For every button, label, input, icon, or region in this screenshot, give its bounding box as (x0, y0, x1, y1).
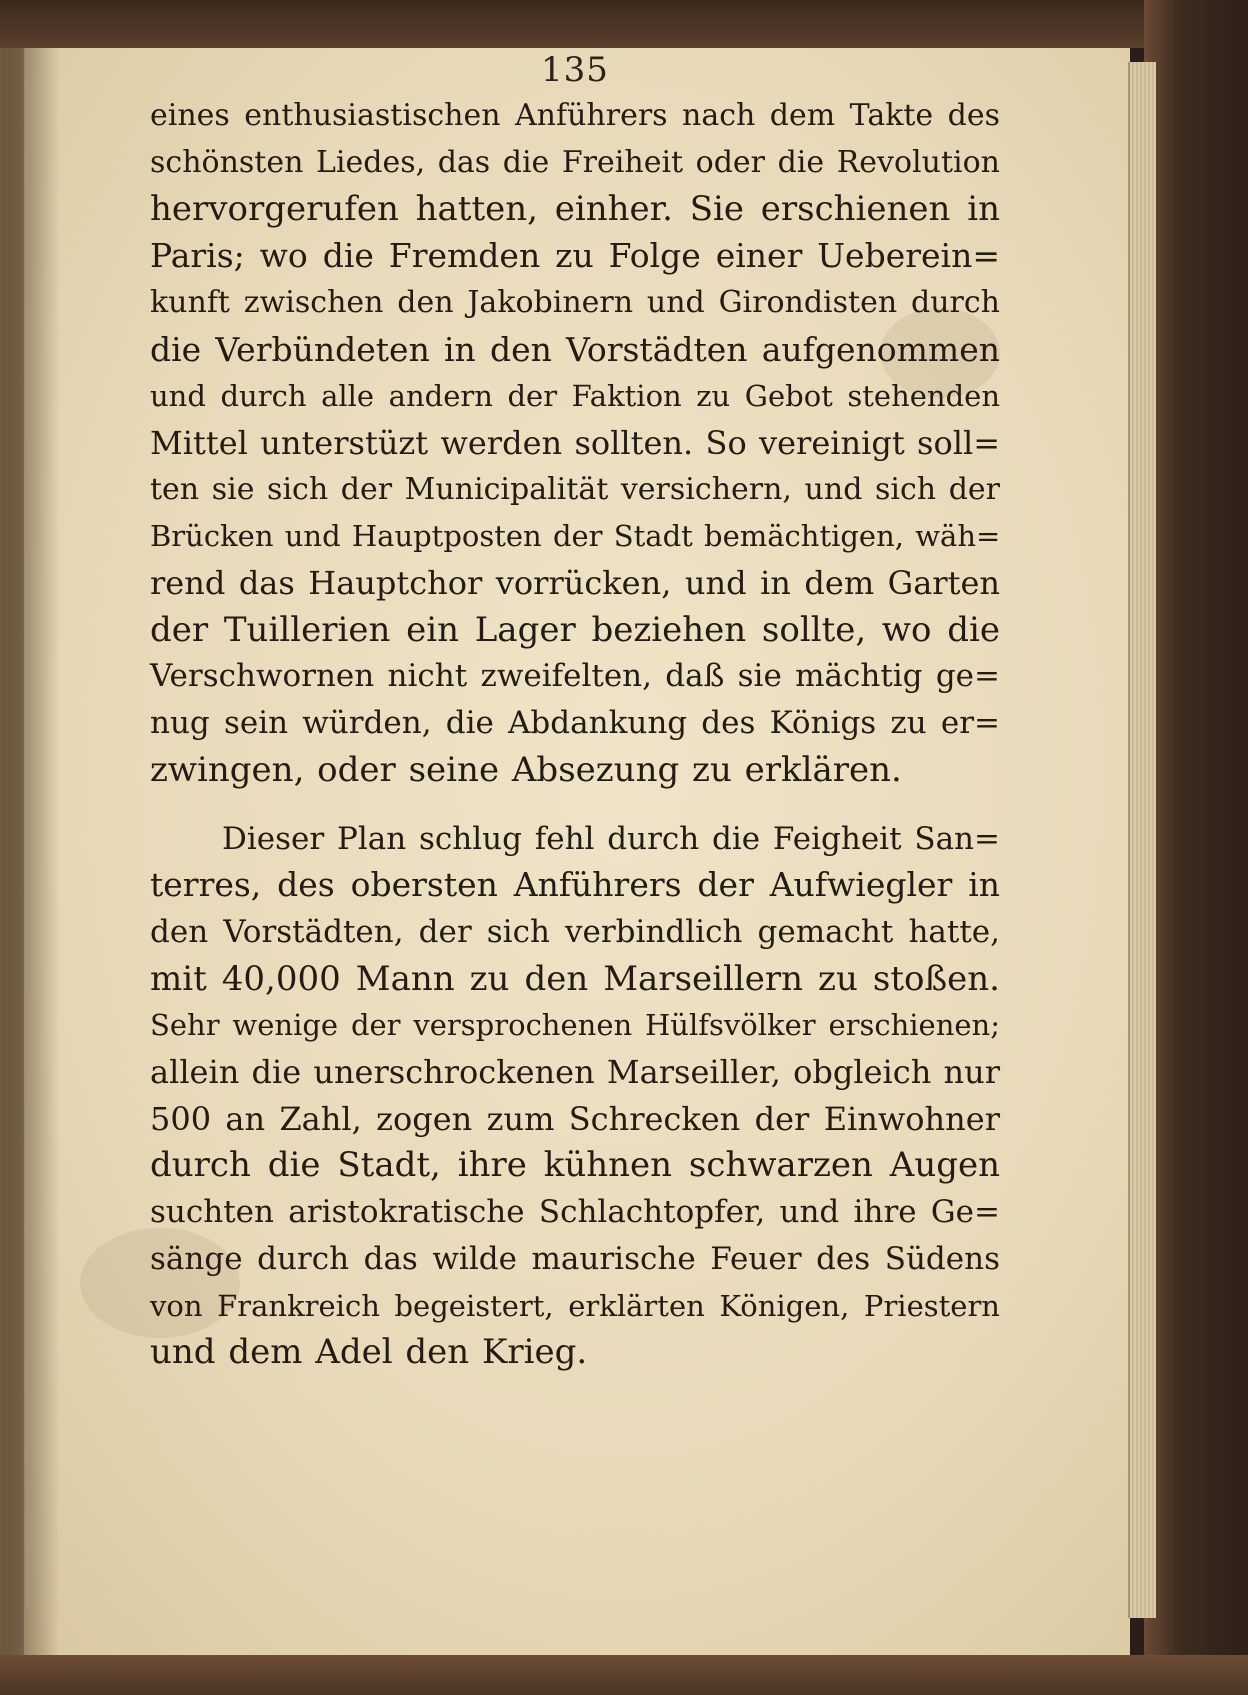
text-line: sänge durch das wilde maurische Feuer des Südens (150, 1240, 1000, 1277)
text-line: schönsten Liedes, das die Freiheit oder die Revolution (150, 144, 1000, 180)
text-line: den Vorstädten, der sich verbindlich gemacht hatte, (150, 913, 1000, 950)
text-line: Paris; wo die Fremden zu Folge einer Ueberein= (150, 236, 1000, 276)
text-line: terres, des obersten Anführers der Aufwiegler in (150, 865, 1000, 905)
text-line: nug sein würden, die Abdankung des Königs zu er= (150, 705, 1000, 742)
text-line: Verschwornen nicht zweifelten, daß sie mächtig ge= (150, 658, 1000, 695)
text-line: zwingen, oder seine Absezung zu erklären. (150, 749, 902, 790)
text-line: suchten aristokratische Schlachtopfer, und ihre Ge= (150, 1194, 1000, 1231)
book-cover-right (1144, 0, 1248, 1695)
paragraph-1 (150, 93, 1000, 794)
text-line: rend das Hauptchor vorrücken, und in dem Garten (150, 564, 1000, 603)
text-line: 500 an Zahl, zogen zum Schrecken der Einwohner (150, 1099, 1000, 1138)
text-line: hervorgerufen hatten, einher. Sie erschienen in (150, 189, 1000, 230)
text-line: kunft zwischen den Jakobinern und Girondisten durch (150, 284, 1000, 320)
text-line: der Tuillerien ein Lager beziehen sollte, wo die (150, 609, 1000, 650)
text-line: ten sie sich der Municipalität versichern, und sich der (150, 471, 1000, 507)
text-line: und durch alle andern der Faktion zu Gebot stehenden (150, 379, 1000, 414)
text-line: Sehr wenige der versprochenen Hülfsvölker erschienen; (150, 1008, 1000, 1043)
text-line: und dem Adel den Krieg. (150, 1332, 588, 1373)
text-line: mit 40,000 Mann zu den Marseillern zu stoßen. (150, 958, 1000, 999)
page-edges (1128, 62, 1156, 1618)
text-line: allein die unerschrockenen Marseiller, obgleich nur (150, 1053, 1000, 1092)
spine-shadow (0, 48, 60, 1655)
book-cover-bottom (0, 1655, 1248, 1695)
page-number: 135 (541, 50, 609, 90)
text-line: durch die Stadt, ihre kühnen schwarzen Augen (150, 1145, 1000, 1186)
text-line: von Frankreich begeistert, erklärten Königen, Priestern (150, 1288, 1000, 1323)
text-line: Brücken und Hauptposten der Stadt bemächtigen, wäh= (150, 519, 1001, 554)
body-text (150, 93, 1000, 1376)
text-line: die Verbündeten in den Vorstädten aufgenommen (150, 329, 1000, 369)
gutter-line (26, 50, 29, 1610)
book-cover-top (0, 0, 1248, 48)
text-line: Dieser Plan schlug fehl durch die Feigheit San= (222, 820, 1000, 857)
paragraph-2 (150, 816, 1000, 1376)
text-line: Mittel unterstüzt werden sollten. So vereinigt soll= (150, 423, 1000, 462)
text-line: eines enthusiastischen Anführers nach dem Takte des (150, 98, 1000, 133)
